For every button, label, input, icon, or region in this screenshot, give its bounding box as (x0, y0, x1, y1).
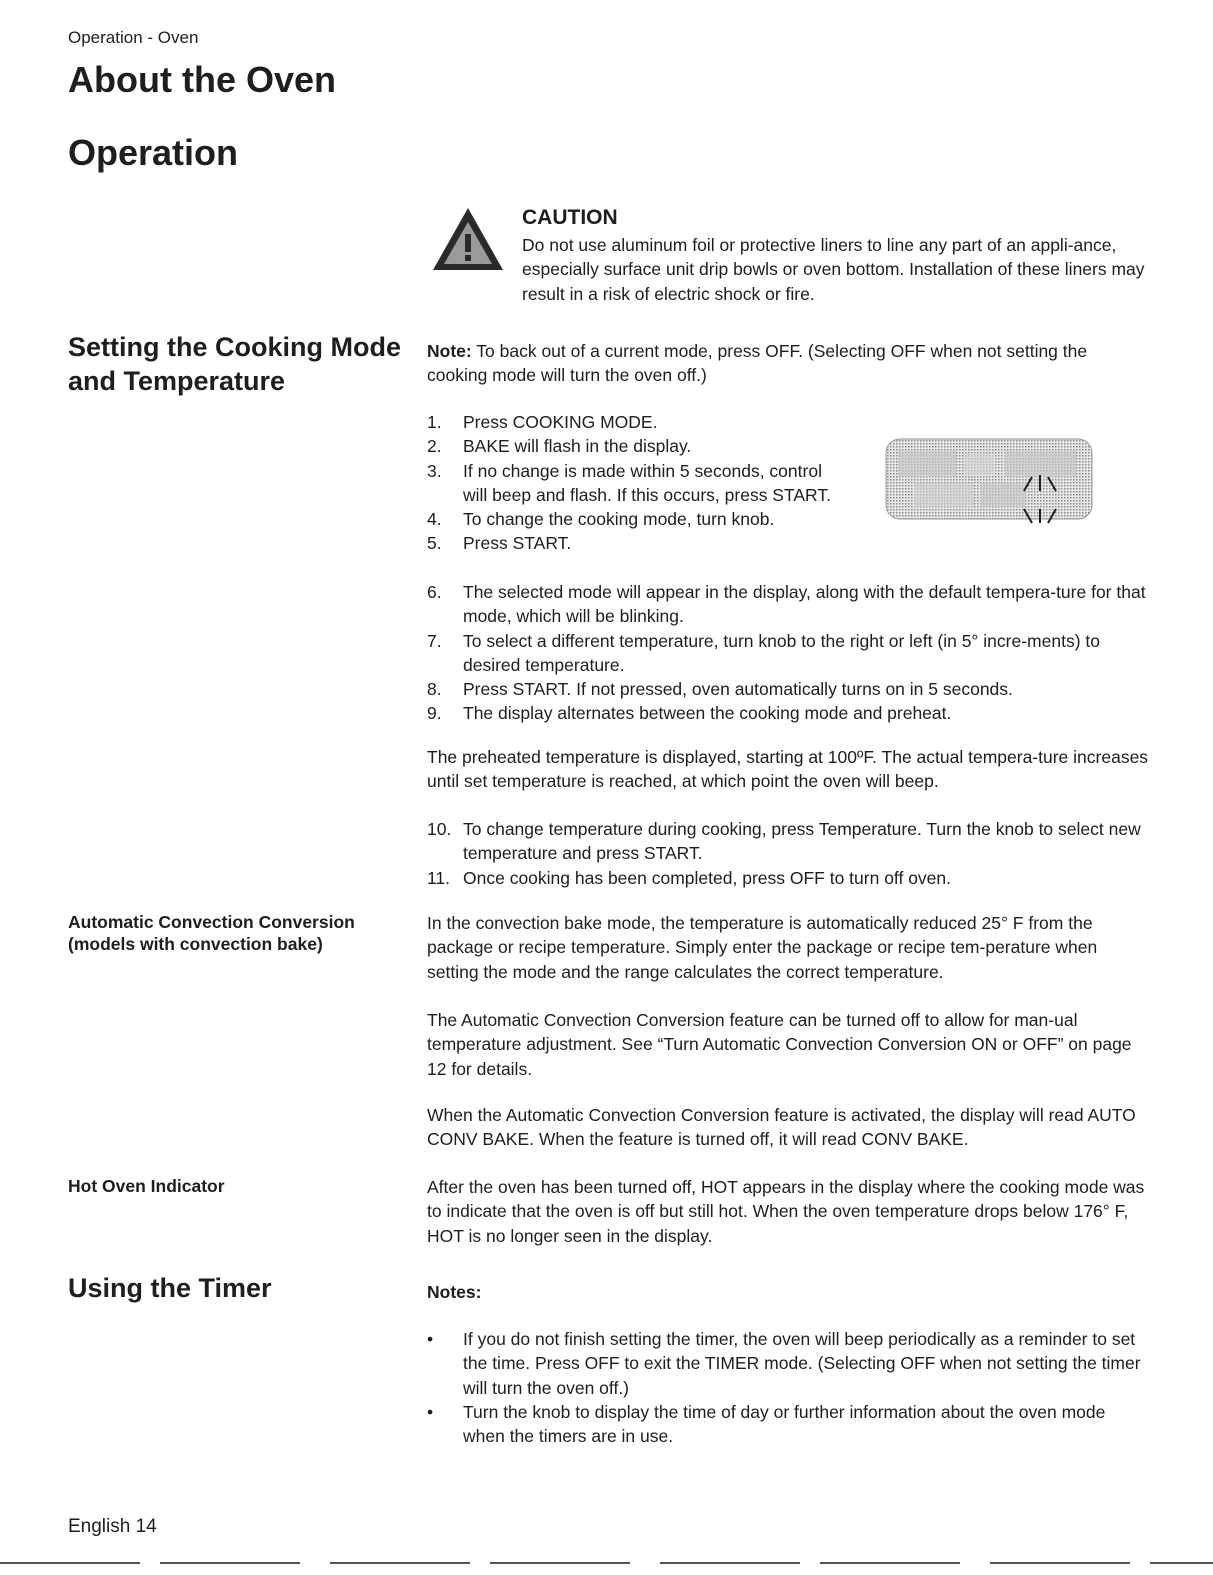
steps-list-b (427, 817, 1152, 890)
steps-list-a-cont (427, 580, 1152, 726)
list-item: 6. The selected mode will appear in the display, along with the default tempera-ture for that mode, which will be blinking. (427, 582, 1146, 627)
note-label: Note: (427, 341, 472, 361)
heading-convection-line2: (models with convection bake) (68, 934, 323, 954)
heading-timer: Using the Timer (68, 1273, 272, 1303)
heading-cooking-mode-line2: and Temperature (68, 366, 286, 396)
preheat-paragraph: The preheated temperature is displayed, starting at 100ºF. The actual tempera-ture increases until set temperature is reached, at which point the oven will beep. (427, 747, 1149, 792)
list-item: • If you do not finish setting the timer, the oven will beep periodically as a reminder to set the time. Press OFF to exit the TIMER mode. (Selecting OFF when not setting the timer will turn the oven off.) (427, 1329, 1141, 1398)
page-footer: English 14 (68, 1516, 157, 1537)
breadcrumb: Operation - Oven (68, 28, 199, 47)
convection-paragraph-1: In the convection bake mode, the temperature is automatically reduced 25° F from the package or recipe temperature. Simply enter the package or recipe tem-perature when setting the mode and the range calculates the correct temperature. (427, 913, 1098, 982)
heading-cooking-mode-line1: Setting the Cooking Mode (68, 332, 401, 362)
note-text: To back out of a current mode, press OFF. (Selecting OFF when not setting the cooking mode will turn the oven off.) (427, 341, 1088, 386)
list-item: • Turn the knob to display the time of day or further information about the oven mode when the timers are in use. (427, 1401, 1106, 1447)
section-title-operation: Operation (68, 132, 239, 173)
list-item: 5. Press START. (427, 533, 572, 554)
caution-title: CAUTION (522, 206, 618, 229)
note-paragraph (427, 339, 1152, 388)
list-item: 3. If no change is made within 5 seconds, control will beep and flash. If this occurs, press START. (427, 460, 831, 505)
notes-label: Notes: (427, 1282, 482, 1302)
list-item: 7. To select a different temperature, turn knob to the right or left (in 5° incre-ments) to desired temperature. (427, 630, 1100, 675)
list-item: 10. To change temperature during cooking, press Temperature. Turn the knob to select new temperature and press START. (427, 819, 1141, 864)
caution-text: Do not use aluminum foil or protective liners to line any part of an appli-ance, especially surface unit drip bowls or oven bottom. Installation of these liners may result in a risk of electric shock or fire. (522, 235, 1145, 304)
steps-list-a (427, 410, 867, 556)
heading-hot-oven: Hot Oven Indicator (68, 1176, 225, 1196)
bottom-rule (0, 1562, 1213, 1564)
heading-convection-line1: Automatic Convection Conversion (68, 912, 355, 932)
page-title: About the Oven (68, 59, 336, 100)
convection-paragraph-2: The Automatic Convection Conversion feature can be turned off to allow for man-ual temperature adjustment. See “Turn Automatic Convection Conversion ON or OFF” on page 12 for details. (427, 1010, 1132, 1079)
timer-notes-list (427, 1327, 1152, 1448)
convection-paragraph-3: When the Automatic Convection Conversion feature is activated, the display will read AUTO CONV BAKE. When the feature is turned off, it will read CONV BAKE. (427, 1105, 1136, 1150)
warning-triangle-icon (431, 206, 505, 272)
list-item: 4. To change the cooking mode, turn knob. (427, 509, 775, 530)
list-item: 8. Press START. If not pressed, oven automatically turns on in 5 seconds. (427, 679, 1013, 700)
oven-display-icon (884, 437, 1094, 525)
hot-oven-paragraph: After the oven has been turned off, HOT appears in the display where the cooking mode was to indicate that the oven is off but still hot. When the oven temperature drops below 176° F, HOT is no longer seen in the display. (427, 1177, 1145, 1246)
list-item: 9. The display alternates between the cooking mode and preheat. (427, 703, 952, 724)
list-item: 11. Once cooking has been completed, press OFF to turn off oven. (427, 867, 952, 888)
list-item: 2. BAKE will flash in the display. (427, 436, 692, 457)
list-item: 1. Press COOKING MODE. (427, 412, 658, 432)
